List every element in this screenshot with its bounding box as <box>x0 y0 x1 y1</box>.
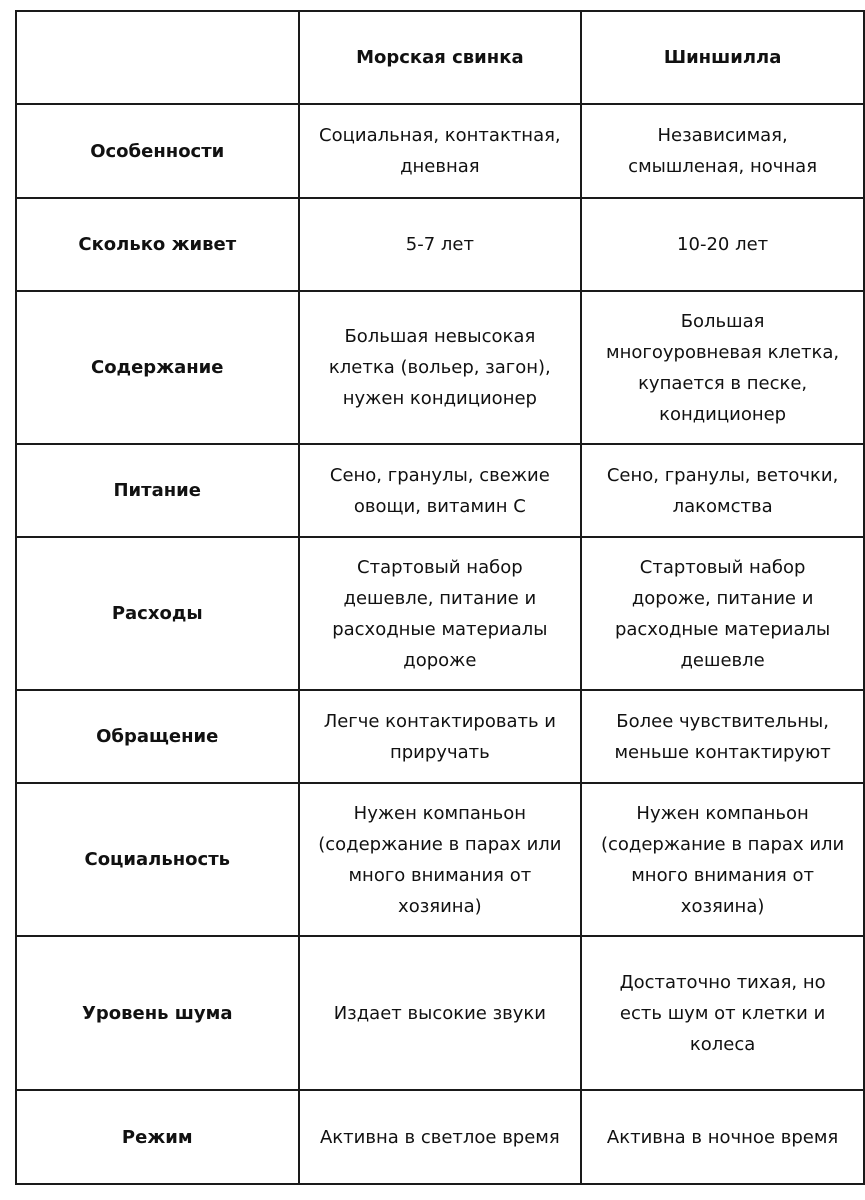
row-label: Режим <box>16 1090 299 1184</box>
chinchilla-cell: Достаточно тихая, но есть шум от клетки и колеса <box>581 936 864 1090</box>
header-empty-cell <box>16 11 299 104</box>
row-label: Обращение <box>16 690 299 783</box>
guinea-pig-cell: Стартовый набор дешевле, питание и расходные материалы дороже <box>299 537 582 690</box>
row-label: Расходы <box>16 537 299 690</box>
table-row <box>16 936 864 1090</box>
table-row <box>16 291 864 444</box>
chinchilla-cell: Независимая, смышленая, ночная <box>581 104 864 198</box>
guinea-pig-cell: Большая невысокая клетка (вольер, загон), нужен кондиционер <box>299 291 582 444</box>
row-label: Питание <box>16 444 299 537</box>
row-label: Особенности <box>16 104 299 198</box>
guinea-pig-cell: Нужен компаньон (содержание в парах или много внимания от хозяина) <box>299 783 582 936</box>
table-row <box>16 690 864 783</box>
table-row <box>16 537 864 690</box>
chinchilla-cell: Большая многоуровневая клетка, купается в песке, кондиционер <box>581 291 864 444</box>
guinea-pig-cell: Легче контактировать и приручать <box>299 690 582 783</box>
comparison-table <box>15 10 865 1185</box>
table-row <box>16 1090 864 1184</box>
guinea-pig-cell: Активна в светлое время <box>299 1090 582 1184</box>
row-label: Уровень шума <box>16 936 299 1090</box>
header-row <box>16 11 864 104</box>
header-guinea-pig: Морская свинка <box>299 11 582 104</box>
guinea-pig-cell: Сено, гранулы, свежие овощи, витамин С <box>299 444 582 537</box>
guinea-pig-cell: Социальная, контактная, дневная <box>299 104 582 198</box>
row-label: Сколько живет <box>16 198 299 291</box>
row-label: Социальность <box>16 783 299 936</box>
table-row <box>16 104 864 198</box>
table-row <box>16 783 864 936</box>
table-row <box>16 198 864 291</box>
chinchilla-cell: Стартовый набор дороже, питание и расходные материалы дешевле <box>581 537 864 690</box>
row-label: Содержание <box>16 291 299 444</box>
chinchilla-cell: Активна в ночное время <box>581 1090 864 1184</box>
guinea-pig-cell: 5-7 лет <box>299 198 582 291</box>
chinchilla-cell: Сено, гранулы, веточки, лакомства <box>581 444 864 537</box>
chinchilla-cell: Нужен компаньон (содержание в парах или много внимания от хозяина) <box>581 783 864 936</box>
table-row <box>16 444 864 537</box>
chinchilla-cell: 10-20 лет <box>581 198 864 291</box>
chinchilla-cell: Более чувствительны, меньше контактируют <box>581 690 864 783</box>
header-chinchilla: Шиншилла <box>581 11 864 104</box>
guinea-pig-cell: Издает высокие звуки <box>299 936 582 1090</box>
